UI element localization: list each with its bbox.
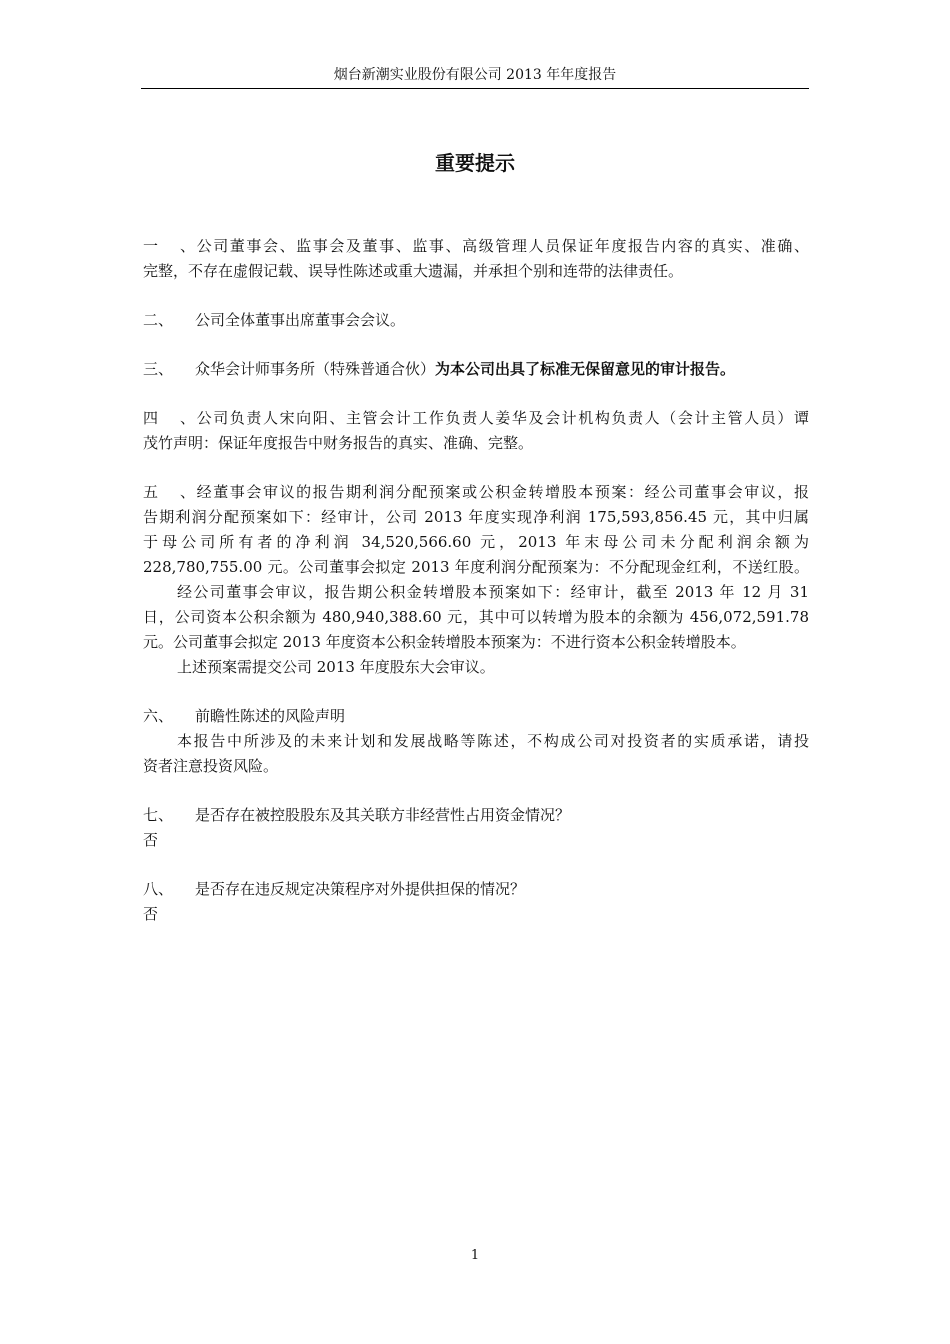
audit-opinion: 为本公司出具了标准无保留意见的审计报告。: [435, 360, 736, 378]
section-2-number: 二、: [143, 311, 174, 329]
section-5-line-1: 五、经董事会审议的报告期利润分配预案或公积金转增股本预案：经公司董事会审议，报: [143, 480, 809, 505]
section-1-line-1: 一、公司董事会、监事会及董事、监事、高级管理人员保证年度报告内容的真实、准确、: [143, 234, 809, 259]
section-5-line-7: 元。公司董事会拟定 2013 年度资本公积金转增股本预案为：不进行资本公积金转增股本。: [143, 633, 746, 651]
section-5-line-8: 上述预案需提交公司 2013 年度股东大会审议。: [177, 658, 495, 676]
section-5-line-4: 228,780,755.00 元。公司董事会拟定 2013 年度利润分配预案为：不分配现金红利，不送红股。: [143, 558, 809, 576]
section-4: [143, 406, 809, 456]
section-8-answer: 否: [143, 905, 159, 923]
header-divider: [141, 88, 809, 89]
section-2-line-1: 二、 公司全体董事出席董事会会议。: [143, 308, 809, 333]
section-6-number: 六、: [143, 707, 174, 725]
section-2: [143, 308, 809, 333]
section-3-number: 三、: [143, 360, 174, 378]
section-6-line-3: 资者注意投资风险。: [143, 757, 279, 775]
section-8-number: 八、: [143, 880, 174, 898]
section-5: [143, 480, 809, 680]
section-7-number: 七、: [143, 806, 174, 824]
section-4-number: 四、: [143, 409, 195, 427]
section-1-line-2: 完整，不存在虚假记载、误导性陈述或重大遗漏，并承担个别和连带的法律责任。: [143, 262, 684, 280]
section-1: [143, 234, 809, 284]
notice-content: [143, 234, 809, 951]
section-5-line-3: 于母公司所有者的净利润 34,520,566.60 元，2013 年末母公司未分配利润余额为: [143, 533, 809, 551]
section-4-line-1: 四、公司负责人宋向阳、主管会计工作负责人姜华及会计机构负责人（会计主管人员）谭: [143, 406, 809, 431]
auditor-name: 众华会计师事务所（特殊普通合伙）: [195, 360, 436, 378]
section-8: [143, 877, 809, 927]
running-header: 烟台新潮实业股份有限公司 2013 年年度报告: [333, 67, 617, 83]
section-6-line-1: 六、 前瞻性陈述的风险声明: [143, 704, 809, 729]
page-title: 重要提示: [435, 151, 515, 175]
section-7-answer: 否: [143, 831, 159, 849]
section-7-line-1: 七、 是否存在被控股股东及其关联方非经营性占用资金情况？: [143, 803, 809, 828]
section-3-line-1: [143, 357, 809, 382]
section-8-line-1: 八、 是否存在违反规定决策程序对外提供担保的情况？: [143, 877, 809, 902]
section-5-number: 五、: [143, 483, 195, 501]
section-7: [143, 803, 809, 853]
section-5-line-6: 日，公司资本公积余额为 480,940,388.60 元，其中可以转增为股本的余额为 456,072,591.78: [143, 608, 809, 626]
section-6-line-2: 本报告中所涉及的未来计划和发展战略等陈述，不构成公司对投资者的实质承诺，请投: [177, 732, 809, 750]
section-6: [143, 704, 809, 779]
section-1-number: 一、: [143, 237, 195, 255]
section-5-line-2: 告期利润分配预案如下：经审计，公司 2013 年度实现净利润 175,593,856.45 元，其中归属: [143, 508, 809, 526]
section-3: [143, 357, 809, 382]
section-4-line-2: 茂竹声明：保证年度报告中财务报告的真实、准确、完整。: [143, 434, 534, 452]
section-5-line-5: 经公司董事会审议，报告期公积金转增股本预案如下：经审计，截至 2013 年 12 月 31: [177, 583, 809, 601]
page-number: 1: [470, 1248, 480, 1263]
